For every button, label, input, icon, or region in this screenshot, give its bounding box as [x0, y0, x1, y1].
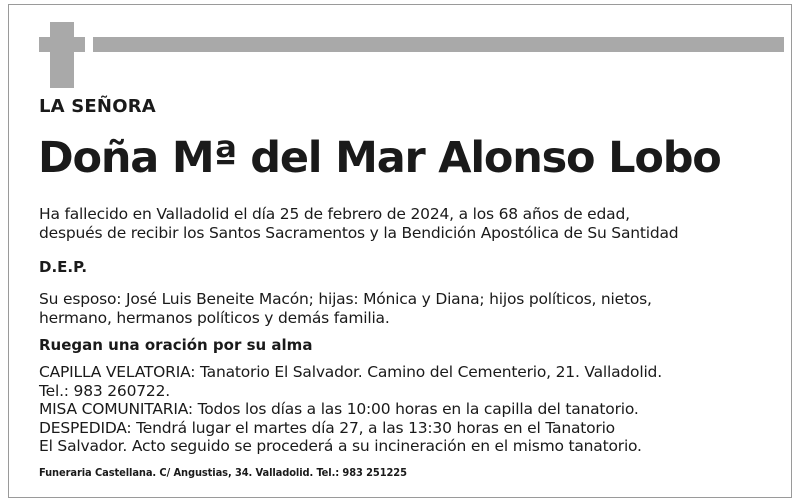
header-rule	[93, 37, 784, 52]
deceased-name: Doña Mª del Mar Alonso Lobo	[38, 133, 721, 183]
announcement-line: Ha fallecido en Valladolid el día 25 de febrero de 2024, a los 68 años de edad,	[39, 205, 630, 223]
cross-icon	[50, 22, 74, 88]
obituary-card	[8, 4, 792, 498]
prayer-text: Ruegan una oración por su alma	[39, 336, 313, 354]
deceased-title: LA SEÑORA	[39, 96, 156, 117]
family-line: hermano, hermanos políticos y demás familia.	[39, 309, 390, 327]
funeral-home-footer: Funeraria Castellana. C/ Angustias, 34. Valladolid. Tel.: 983 251225	[39, 466, 407, 479]
service-details	[39, 363, 662, 456]
details-line: CAPILLA VELATORIA: Tanatorio El Salvador. Camino del Cementerio, 21. Valladolid.	[39, 363, 662, 381]
announcement-line: después de recibir los Santos Sacramentos y la Bendición Apostólica de Su Santidad	[39, 224, 679, 242]
family-line: Su esposo: José Luis Beneite Macón; hijas: Mónica y Diana; hijos políticos, nietos,	[39, 290, 652, 308]
details-line: DESPEDIDA: Tendrá lugar el martes día 27, a las 13:30 horas en el Tanatorio	[39, 418, 615, 437]
dep-label: D.E.P.	[39, 258, 88, 276]
details-line: Tel.: 983 260722.	[39, 381, 170, 400]
announcement-text	[39, 205, 678, 243]
details-line: MISA COMUNITARIA: Todos los días a las 10:00 horas en la capilla del tanatorio.	[39, 400, 639, 418]
cross-icon-arm	[39, 37, 85, 52]
details-line: El Salvador. Acto seguido se procederá a su incineración en el mismo tanatorio.	[39, 437, 642, 455]
family-text	[39, 290, 652, 328]
